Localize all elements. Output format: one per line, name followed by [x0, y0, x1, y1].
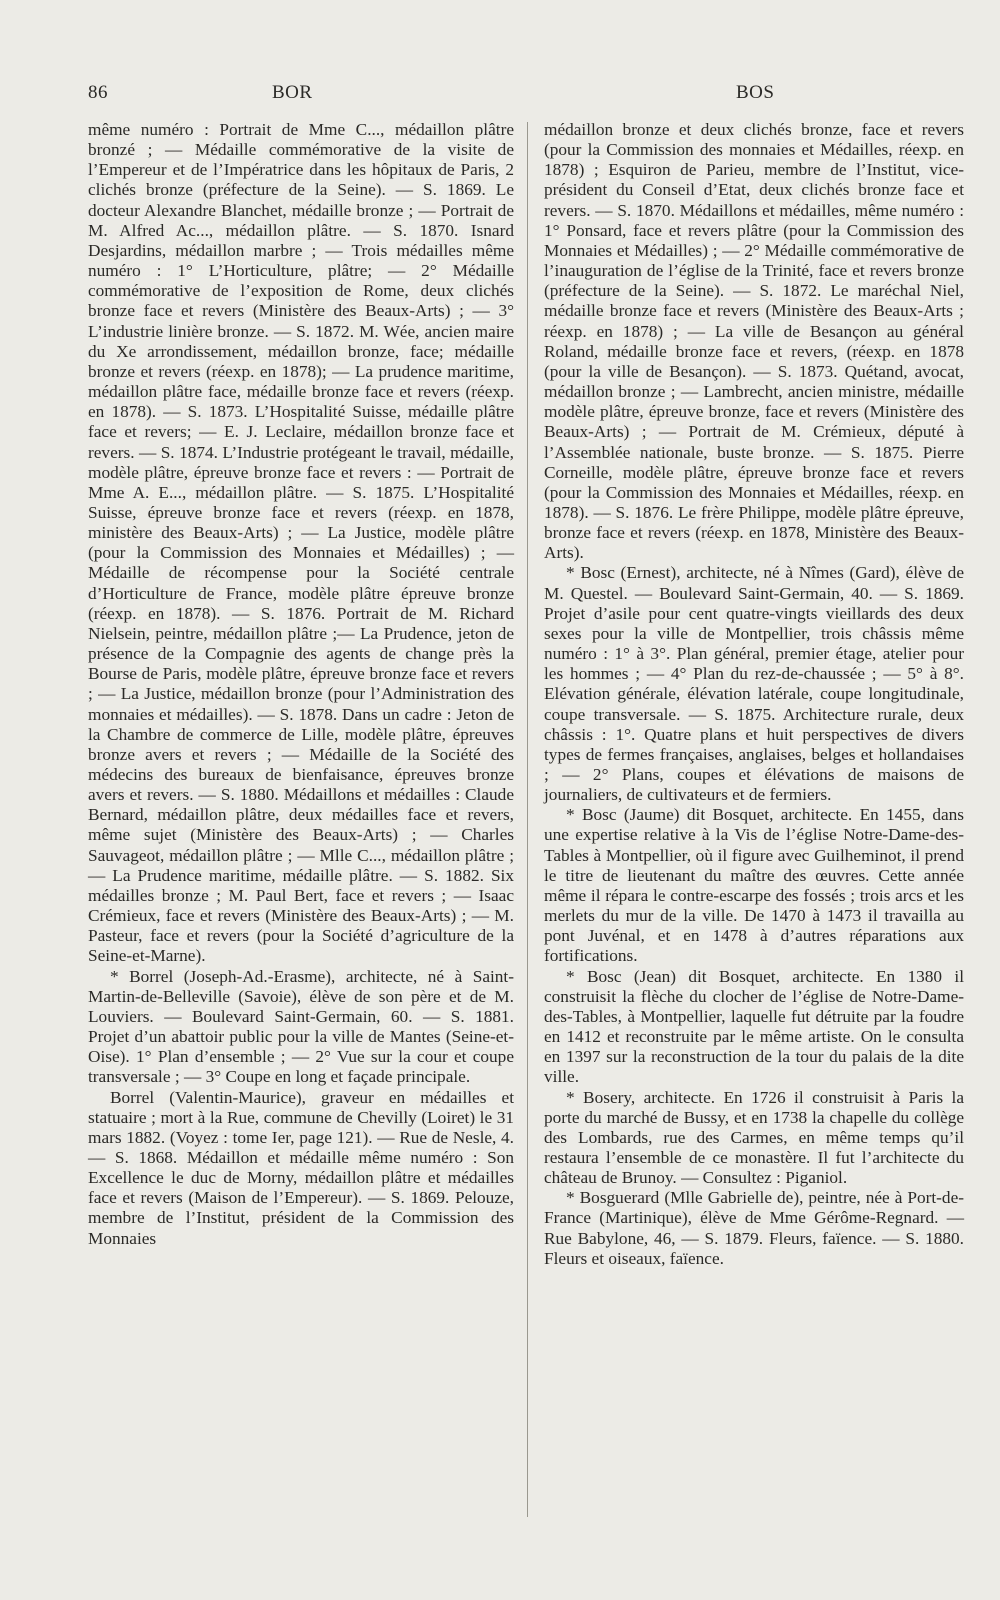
paragraph-left-1: même numéro : Portrait de Mme C..., médaillon plâtre bronzé ; — Médaille commémorative de la visite de l’Empereur et de l’Impératrice dans les hôpitaux de Paris, 2 clichés bronze (préfecture de la Seine). — S. 1869. Le docteur Alexandre Blanchet, médaille bronze ; — Portrait de M. Alfred Ac..., médaillon plâtre. — S. 1870. Isnard Desjardins, médaillon marbre ; — Trois médailles même numéro : 1° L’Horticulture, plâtre; — 2° Médaille commémorative de l’exposition de Rome, deux clichés bronze face et revers (Ministère des Beaux-Arts) ; — 3° L’industrie linière bronze. — S. 1872. M. Wée, ancien maire du Xe arrondissement, médaillon bronze, face; médaille bronze et revers (réexp. en 1878); — La prudence maritime, médaillon plâtre face, médaille bronze face et revers (réexp. en 1878). — S. 1873. L’Hospitalité Suisse, médaille plâtre face et revers; — E. J. Leclaire, médaillon bronze face et revers. — S. 1874. L’Industrie protégeant le travail, médaille, modèle plâtre, épreuve bronze face et revers : — Portrait de Mme A. E..., médaillon plâtre. — S. 1875. L’Hospitalité Suisse, épreuve bronze face et revers (réexp. en 1878, ministère des Beaux-Arts) ; — La Justice, modèle plâtre (pour la Commission des Monnaies et Médailles) ; — Médaille de récompense pour la Société centrale d’Horticulture de France, modèle plâtre épreuve bronze (réexp. en 1878). — S. 1876. Portrait de M. Richard Nielsein, peintre, médaillon plâtre ;— La Prudence, jeton de présence de la Compagnie des agents de change près la Bourse de Paris, modèle plâtre, épreuve bronze face et revers ; — La Justice, médaillon bronze (pour l’Administration des monnaies et médailles). — S. 1878. Dans un cadre : Jeton de la Chambre de commerce de Lille, modèle plâtre, épreuves bronze avers et revers ; — Médaille de la Société des médecins des bureaux de bienfaisance, épreuves bronze avers et revers. — S. 1880. Médaillons et médailles : Claude Bernard, médaillon plâtre, deux médailles face et revers, même sujet (Ministère des Beaux-Arts) ; — Charles Sauvageot, médaillon plâtre ; — Mlle C..., médaillon plâtre ; — La Prudence maritime, médaille plâtre. — S. 1882. Six médailles bronze ; M. Paul Bert, face et revers ; — Isaac Crémieux, face et revers (Ministère des Beaux-Arts) ; — M. Pasteur, face et revers (pour la Société d’agriculture de la Seine-et-Marne).: [88, 120, 514, 966]
left-column: [88, 120, 514, 1249]
page-number: 86: [88, 82, 108, 103]
paragraph-right-2: * Bosc (Ernest), architecte, né à Nîmes (Gard), élève de M. Questel. — Boulevard Saint-Germain, 40. — S. 1869. Projet d’asile pour cent quatre-vingts vieillards des deux sexes pour la ville de Montpellier, trois châssis même numéro : 1° à 3°. Plan général, premier étage, atelier pour les hommes ; — 4° Plan du rez-de-chaussée ; — 5° à 8°. Elévation générale, élévation latérale, coupe longitudinale, coupe transversale. — S. 1875. Architecture rurale, deux châssis : 1°. Quatre plans et huit perspectives de divers types de fermes françaises, anglaises, belges et hollandaises ; — 2° Plans, coupes et élévations de maisons de journaliers, de cultivateurs et de fermiers.: [544, 563, 964, 805]
column-divider: [527, 122, 528, 1517]
paragraph-right-5: * Bosery, architecte. En 1726 il construisit à Paris la porte du marché de Bussy, et en 1738 la chapelle du collège des Lombards, rue des Carmes, en même temps qu’il restaura l’ensemble de ce monastère. Il fut l’architecte du château de Brunoy. — Consultez : Piganiol.: [544, 1087, 964, 1188]
paragraph-right-6: * Bosguerard (Mlle Gabrielle de), peintre, née à Port-de-France (Martinique), élève de Mme Gérôme-Regnard. — Rue Babylone, 46, — S. 1879. Fleurs, faïence. — S. 1880. Fleurs et oiseaux, faïence.: [544, 1188, 964, 1268]
right-running-head: BOS: [736, 82, 775, 103]
paragraph-left-3: Borrel (Valentin-Maurice), graveur en médailles et statuaire ; mort à la Rue, commune de Chevilly (Loiret) le 31 mars 1882. (Voyez : tome Ier, page 121). — Rue de Nesle, 4. — S. 1868. Médaillon et médaille même numéro : Son Excellence le duc de Morny, médaillon plâtre et médailles face et revers (Maison de l’Empereur). — S. 1869. Pelouze, membre de l’Institut, président de la Commission des Monnaies: [88, 1087, 514, 1248]
left-running-head: BOR: [272, 82, 313, 103]
paragraph-left-2: * Borrel (Joseph-Ad.-Erasme), architecte, né à Saint-Martin-de-Belleville (Savoie), élève de son père et de M. Louviers. — Boulevard Saint-Germain, 60. — S. 1881. Projet d’un abattoir public pour la ville de Mantes (Seine-et-Oise). 1° Plan d’ensemble ; — 2° Vue sur la cour et coupe transversale ; — 3° Coupe en long et façade principale.: [88, 966, 514, 1087]
right-column: [544, 120, 964, 1269]
paragraph-right-3: * Bosc (Jaume) dit Bosquet, architecte. En 1455, dans une expertise relative à la Vis de l’église Notre-Dame-des-Tables à Montpellier, où il figure avec Guilheminot, il prend le titre de lieutenant du maître des œuvres. Cette année même il répara le contre-escarpe des fossés ; trois arcs et les merlets du mur de la ville. De 1470 à 1473 il travailla au pont Juvénal, et en 1478 à d’autres réparations aux fortifications.: [544, 805, 964, 966]
paragraph-right-4: * Bosc (Jean) dit Bosquet, architecte. En 1380 il construisit la flèche du clocher de l’église de Notre-Dame-des-Tables, à Montpellier, laquelle fut détruite par la foudre en 1412 et reconstruite par le même artiste. On le consulta en 1397 sur la reconstruction de la tour du palais de la dite ville.: [544, 966, 964, 1087]
paragraph-right-1: médaillon bronze et deux clichés bronze, face et revers (pour la Commission des monnaies et Médailles, réexp. en 1878) ; Esquiron de Parieu, membre de l’Institut, vice-président du Conseil d’Etat, deux clichés bronze face et revers. — S. 1870. Médaillons et médailles, même numéro : 1° Ponsard, face et revers plâtre (pour la Commission des Monnaies et Médailles) ; — 2° Médaille commémorative de l’inauguration de l’église de la Trinité, face et revers bronze (préfecture de la Seine). — S. 1872. Le maréchal Niel, médaille bronze face et revers (Ministère des Beaux-Arts ; réexp. en 1878) ; — La ville de Besançon au général Roland, médaille bronze face et revers, (réexp. en 1878 (pour la ville de Besançon). — S. 1873. Quétand, avocat, médaillon bronze ; — Lambrecht, ancien ministre, médaille modèle plâtre, épreuve bronze, face et revers (Ministère des Beaux-Arts) ; — Portrait de M. Crémieux, député à l’Assemblée nationale, buste bronze. — S. 1875. Pierre Corneille, modèle plâtre, épreuve bronze face et revers (pour la Commission des Monnaies et Médailles, réexp. en 1878). — S. 1876. Le frère Philippe, modèle plâtre épreuve, bronze face et revers (réexp. en 1878, Ministère des Beaux-Arts).: [544, 120, 964, 563]
